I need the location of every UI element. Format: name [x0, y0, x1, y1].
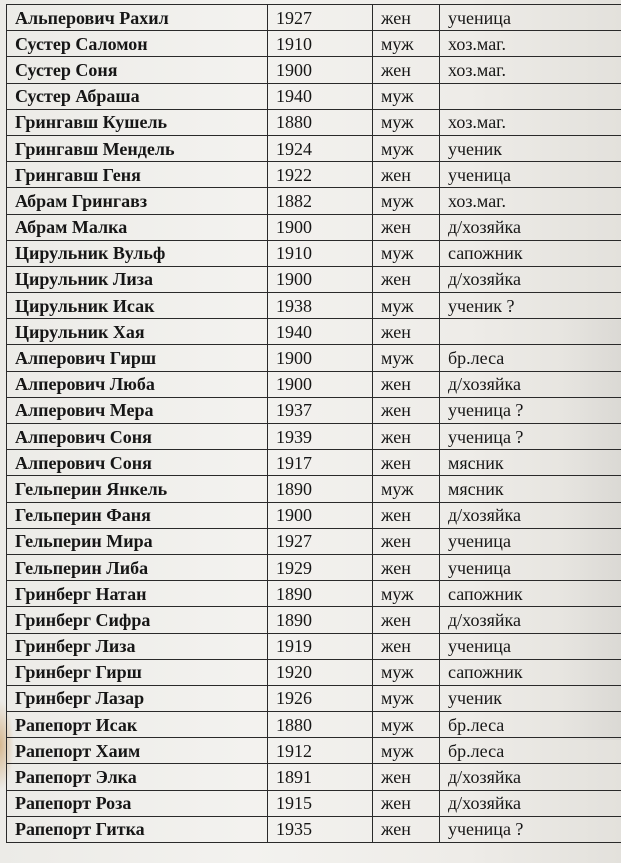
birth-year-cell: 1924 [268, 135, 373, 161]
occupation-cell: ученица ? [440, 397, 621, 423]
table-row [7, 764, 621, 790]
table-row [7, 214, 621, 240]
occupation-cell: д/хозяйка [440, 214, 621, 240]
person-name-cell: Цирульник Исак [7, 293, 268, 319]
occupation-cell: д/хозяйка [440, 764, 621, 790]
table-row [7, 31, 621, 57]
person-name-cell: Гельперин Либа [7, 554, 268, 580]
occupation-cell: сапожник [440, 240, 621, 266]
occupation-cell: д/хозяйка [440, 607, 621, 633]
birth-year-cell: 1938 [268, 293, 373, 319]
sex-cell: жен [373, 528, 440, 554]
person-name-cell: Абрам Малка [7, 214, 268, 240]
birth-year-cell: 1900 [268, 57, 373, 83]
table-row [7, 397, 621, 423]
sex-cell: жен [373, 5, 440, 31]
birth-year-cell: 1910 [268, 240, 373, 266]
person-name-cell: Цирульник Хая [7, 319, 268, 345]
sex-cell: жен [373, 371, 440, 397]
person-name-cell: Гельперин Фаня [7, 502, 268, 528]
sex-cell: муж [373, 345, 440, 371]
table-row [7, 135, 621, 161]
occupation-cell: мясник [440, 450, 621, 476]
person-name-cell: Алперович Соня [7, 424, 268, 450]
occupation-cell: д/хозяйка [440, 790, 621, 816]
sex-cell: муж [373, 31, 440, 57]
sex-cell: муж [373, 685, 440, 711]
person-name-cell: Алперович Соня [7, 450, 268, 476]
person-name-cell: Абрам Грингавз [7, 188, 268, 214]
person-name-cell: Гельперин Мира [7, 528, 268, 554]
sex-cell: муж [373, 109, 440, 135]
sex-cell: жен [373, 424, 440, 450]
table-row [7, 528, 621, 554]
sex-cell: жен [373, 816, 440, 842]
table-row [7, 266, 621, 292]
sex-cell: муж [373, 188, 440, 214]
table-row [7, 633, 621, 659]
occupation-cell: ученица [440, 554, 621, 580]
birth-year-cell: 1891 [268, 764, 373, 790]
birth-year-cell: 1917 [268, 450, 373, 476]
sex-cell: муж [373, 738, 440, 764]
table-row [7, 659, 621, 685]
table-row [7, 57, 621, 83]
sex-cell: муж [373, 581, 440, 607]
birth-year-cell: 1922 [268, 162, 373, 188]
birth-year-cell: 1882 [268, 188, 373, 214]
person-name-cell: Гринберг Лазар [7, 685, 268, 711]
person-name-cell: Грингавш Кушель [7, 109, 268, 135]
birth-year-cell: 1940 [268, 319, 373, 345]
birth-year-cell: 1929 [268, 554, 373, 580]
person-name-cell: Альперович Рахил [7, 5, 268, 31]
sex-cell: жен [373, 57, 440, 83]
birth-year-cell: 1939 [268, 424, 373, 450]
sex-cell: жен [373, 397, 440, 423]
table-row [7, 476, 621, 502]
birth-year-cell: 1900 [268, 371, 373, 397]
birth-year-cell: 1920 [268, 659, 373, 685]
sex-cell: жен [373, 790, 440, 816]
table-row [7, 554, 621, 580]
occupation-cell [440, 83, 621, 109]
table-row [7, 319, 621, 345]
sex-cell: муж [373, 293, 440, 319]
occupation-cell: ученик ? [440, 293, 621, 319]
person-name-cell: Грингавш Мендель [7, 135, 268, 161]
table-row [7, 83, 621, 109]
person-name-cell: Сустер Соня [7, 57, 268, 83]
table-row [7, 109, 621, 135]
occupation-cell: ученица [440, 528, 621, 554]
person-name-cell: Алперович Гирш [7, 345, 268, 371]
occupation-cell: д/хозяйка [440, 502, 621, 528]
table-row [7, 293, 621, 319]
sex-cell: жен [373, 633, 440, 659]
table-row [7, 502, 621, 528]
occupation-cell: ученица ? [440, 424, 621, 450]
birth-year-cell: 1927 [268, 5, 373, 31]
occupation-cell: ученица [440, 633, 621, 659]
birth-year-cell: 1935 [268, 816, 373, 842]
sex-cell: муж [373, 83, 440, 109]
birth-year-cell: 1900 [268, 345, 373, 371]
table-row [7, 816, 621, 842]
person-name-cell: Гринберг Гирш [7, 659, 268, 685]
person-name-cell: Алперович Мера [7, 397, 268, 423]
occupation-cell: сапожник [440, 659, 621, 685]
occupation-cell: мясник [440, 476, 621, 502]
sex-cell: муж [373, 476, 440, 502]
birth-year-cell: 1927 [268, 528, 373, 554]
person-name-cell: Рапепорт Гитка [7, 816, 268, 842]
table-row [7, 738, 621, 764]
sex-cell: жен [373, 319, 440, 345]
birth-year-cell: 1890 [268, 607, 373, 633]
birth-year-cell: 1900 [268, 266, 373, 292]
table-row [7, 240, 621, 266]
occupation-cell: ученица [440, 5, 621, 31]
person-name-cell: Гринберг Лиза [7, 633, 268, 659]
occupation-cell: хоз.маг. [440, 109, 621, 135]
birth-year-cell: 1926 [268, 685, 373, 711]
person-name-cell: Гринберг Сифра [7, 607, 268, 633]
occupation-cell: бр.леса [440, 345, 621, 371]
occupation-cell: д/хозяйка [440, 371, 621, 397]
person-name-cell: Рапепорт Элка [7, 764, 268, 790]
table-row [7, 607, 621, 633]
person-name-cell: Сустер Саломон [7, 31, 268, 57]
person-name-cell: Грингавш Геня [7, 162, 268, 188]
records-table-body [7, 5, 621, 843]
sex-cell: жен [373, 214, 440, 240]
table-row [7, 790, 621, 816]
sex-cell: жен [373, 502, 440, 528]
sex-cell: жен [373, 764, 440, 790]
birth-year-cell: 1915 [268, 790, 373, 816]
sex-cell: муж [373, 240, 440, 266]
birth-year-cell: 1900 [268, 502, 373, 528]
occupation-cell: хоз.маг. [440, 57, 621, 83]
person-name-cell: Цирульник Вульф [7, 240, 268, 266]
person-name-cell: Гринберг Натан [7, 581, 268, 607]
table-row [7, 424, 621, 450]
birth-year-cell: 1880 [268, 109, 373, 135]
table-row [7, 685, 621, 711]
records-table [6, 4, 621, 843]
person-name-cell: Рапепорт Роза [7, 790, 268, 816]
sex-cell: жен [373, 554, 440, 580]
occupation-cell: д/хозяйка [440, 266, 621, 292]
table-row [7, 450, 621, 476]
occupation-cell: ученица [440, 162, 621, 188]
sex-cell: муж [373, 712, 440, 738]
birth-year-cell: 1880 [268, 712, 373, 738]
birth-year-cell: 1940 [268, 83, 373, 109]
occupation-cell [440, 319, 621, 345]
sex-cell: жен [373, 450, 440, 476]
birth-year-cell: 1900 [268, 214, 373, 240]
table-row [7, 581, 621, 607]
occupation-cell: бр.леса [440, 712, 621, 738]
birth-year-cell: 1890 [268, 476, 373, 502]
occupation-cell: бр.леса [440, 738, 621, 764]
person-name-cell: Рапепорт Исак [7, 712, 268, 738]
occupation-cell: ученик [440, 135, 621, 161]
occupation-cell: хоз.маг. [440, 188, 621, 214]
sex-cell: жен [373, 607, 440, 633]
table-row [7, 162, 621, 188]
occupation-cell: хоз.маг. [440, 31, 621, 57]
birth-year-cell: 1890 [268, 581, 373, 607]
birth-year-cell: 1937 [268, 397, 373, 423]
table-row [7, 712, 621, 738]
sex-cell: жен [373, 266, 440, 292]
person-name-cell: Цирульник Лиза [7, 266, 268, 292]
birth-year-cell: 1910 [268, 31, 373, 57]
person-name-cell: Гельперин Янкель [7, 476, 268, 502]
birth-year-cell: 1919 [268, 633, 373, 659]
person-name-cell: Алперович Люба [7, 371, 268, 397]
birth-year-cell: 1912 [268, 738, 373, 764]
table-row [7, 188, 621, 214]
person-name-cell: Рапепорт Хаим [7, 738, 268, 764]
table-row [7, 345, 621, 371]
table-row [7, 371, 621, 397]
sex-cell: муж [373, 135, 440, 161]
sex-cell: муж [373, 659, 440, 685]
occupation-cell: ученица ? [440, 816, 621, 842]
person-name-cell: Сустер Абраша [7, 83, 268, 109]
sex-cell: жен [373, 162, 440, 188]
occupation-cell: сапожник [440, 581, 621, 607]
occupation-cell: ученик [440, 685, 621, 711]
table-row [7, 5, 621, 31]
